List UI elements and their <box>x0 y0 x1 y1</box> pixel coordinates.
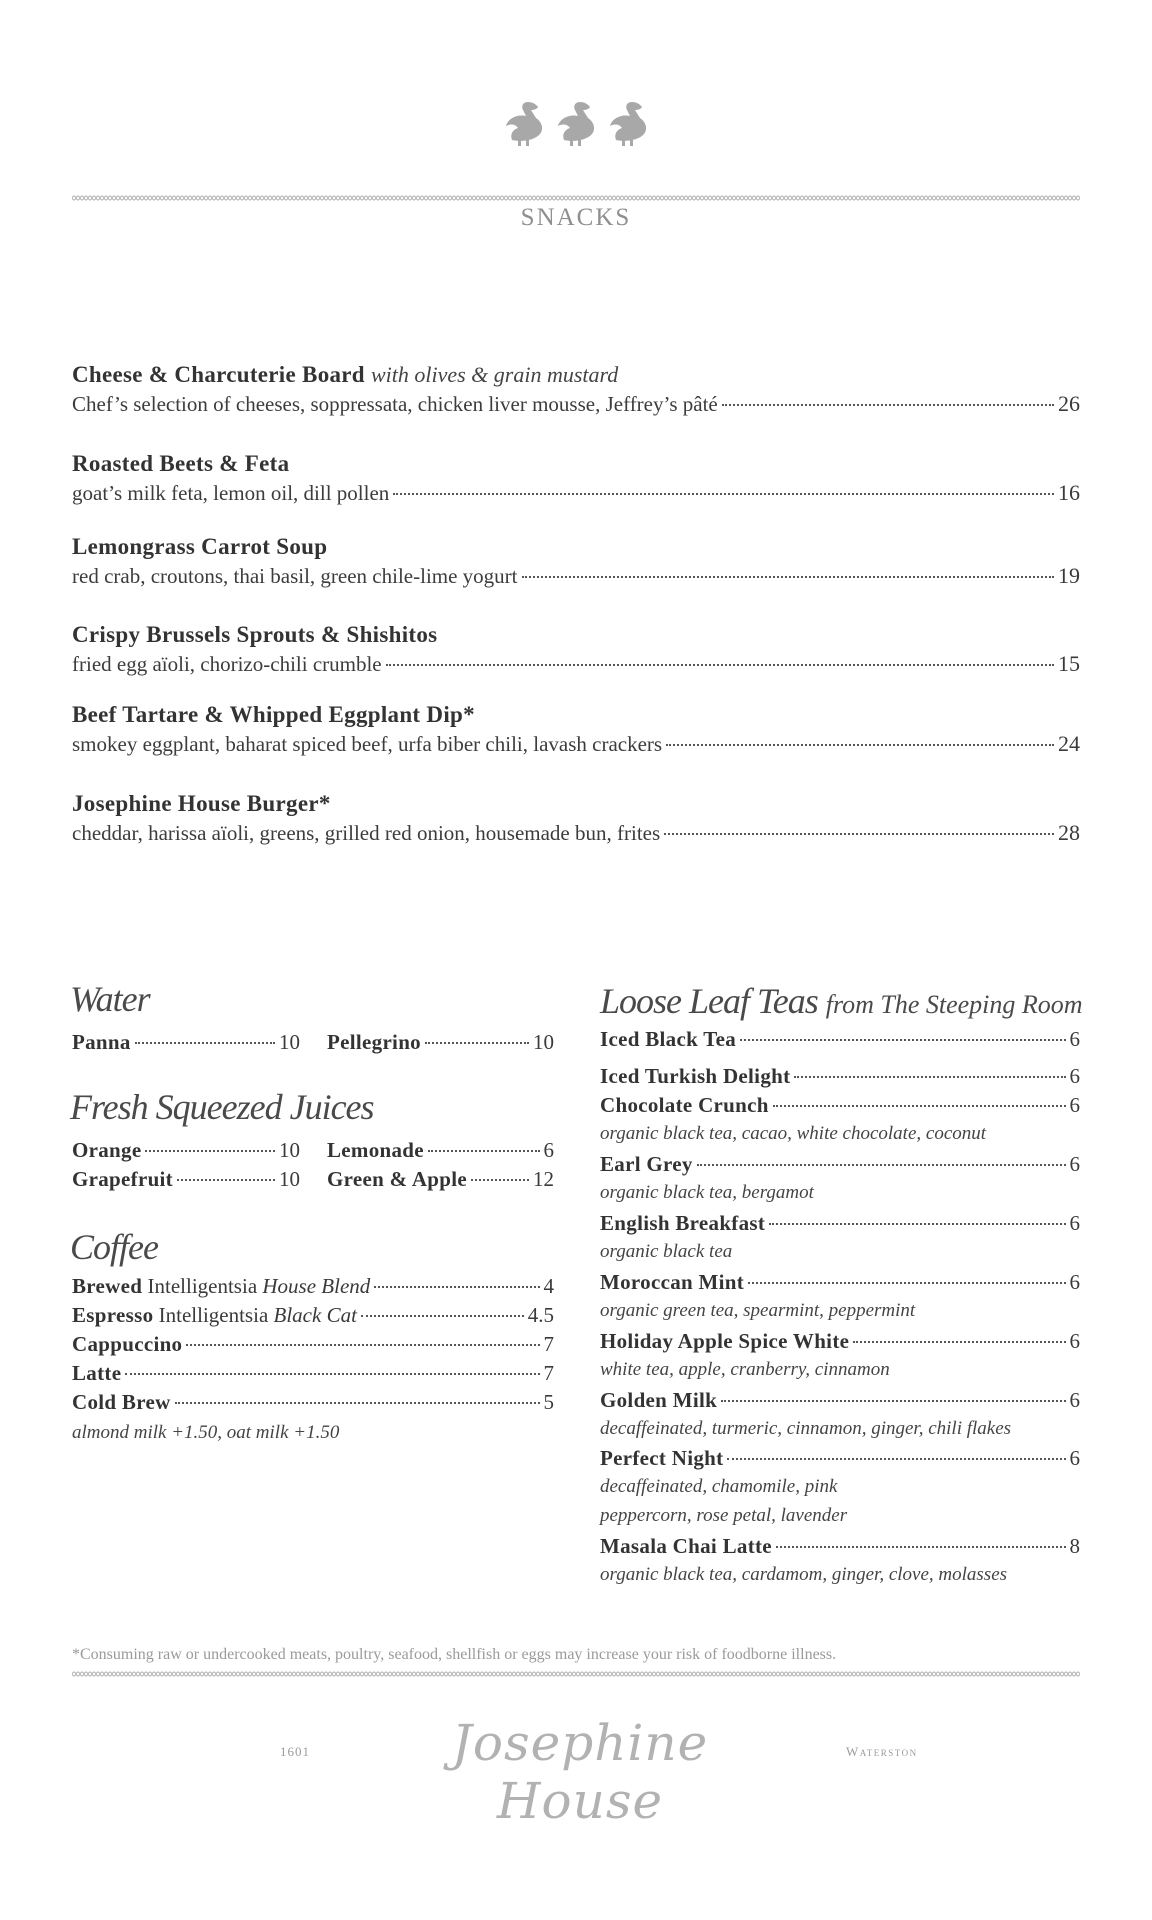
item-maker: Intelligentsia <box>158 1303 269 1327</box>
tea-note: white tea, apple, cranberry, cinnamon <box>600 1359 890 1380</box>
item-name: Pellegrino <box>327 1030 421 1054</box>
item-description: cheddar, harissa aïoli, greens, grilled red onion, housemade bun, frites <box>72 821 661 845</box>
item-description: goat’s milk feta, lemon oil, dill pollen <box>72 481 390 505</box>
item-description: red crab, croutons, thai basil, green chile-lime yogurt <box>72 564 518 588</box>
tea-item <box>600 1209 1080 1237</box>
item-price: 6 <box>1069 1152 1080 1176</box>
tea-item <box>600 1444 1080 1472</box>
tea-note: organic black tea, bergamot <box>600 1182 814 1203</box>
menu-item <box>72 449 1080 507</box>
item-price: 4.5 <box>527 1303 554 1327</box>
item-description: Chef’s selection of cheeses, soppressata, chicken liver mousse, Jeffrey’s pâté <box>72 392 718 416</box>
juices-heading: Fresh Squeezed Juices <box>70 1087 374 1127</box>
teas-title: Loose Leaf Teas <box>600 981 818 1021</box>
tea-item <box>600 1386 1080 1414</box>
item-price: 10 <box>533 1030 554 1054</box>
item-description: fried egg aïoli, chorizo-chili crumble <box>72 652 382 676</box>
drink-item <box>72 1388 554 1416</box>
item-name: Lemonade <box>327 1138 424 1162</box>
menu-item <box>72 532 1080 590</box>
item-price: 6 <box>1069 1446 1080 1470</box>
item-name: Grapefruit <box>72 1167 173 1191</box>
item-price: 28 <box>1058 820 1080 845</box>
footer-place: Waterston <box>846 1744 918 1759</box>
drink-item <box>72 1330 554 1358</box>
three-geese-icon <box>498 96 658 146</box>
tea-item <box>600 1268 1080 1296</box>
item-name: Orange <box>72 1138 142 1162</box>
item-price: 4 <box>543 1274 554 1298</box>
drink-item <box>72 1165 300 1193</box>
item-name: Perfect Night <box>600 1446 724 1470</box>
item-name: Panna <box>72 1030 131 1054</box>
menu-item <box>72 700 1080 758</box>
coffee-heading: Coffee <box>70 1227 158 1267</box>
item-name: Green & Apple <box>327 1167 468 1191</box>
drink-item <box>327 1165 554 1193</box>
item-name: Holiday Apple Spice White <box>600 1329 850 1353</box>
teas-subtitle: from The Steeping Room <box>825 990 1083 1019</box>
tea-note: organic green tea, spearmint, peppermint <box>600 1300 916 1321</box>
disclaimer: *Consuming raw or undercooked meats, poultry, seafood, shellfish or eggs may increase your risk of foodborne illness. <box>72 1646 837 1663</box>
tea-note: organic black tea, cardamom, ginger, clove, molasses <box>600 1564 1008 1585</box>
tea-item <box>600 1062 1080 1090</box>
menu-item <box>72 620 1080 678</box>
item-price: 5 <box>543 1390 554 1414</box>
item-name: Moroccan Mint <box>600 1270 745 1294</box>
item-name: English Breakfast <box>600 1211 766 1235</box>
item-price: 6 <box>1069 1064 1080 1088</box>
drink-item <box>327 1028 554 1056</box>
item-price: 6 <box>1069 1388 1080 1412</box>
item-price: 15 <box>1058 651 1080 676</box>
item-name: Beef Tartare & Whipped Eggplant Dip* <box>72 702 475 727</box>
item-name: Espresso <box>72 1303 154 1327</box>
tea-note: decaffeinated, turmeric, cinnamon, ginger, chili flakes <box>600 1418 1012 1439</box>
drink-item <box>327 1136 554 1164</box>
drink-item <box>72 1136 300 1164</box>
footer-number: 1601 <box>280 1744 310 1759</box>
water-heading: Water <box>70 979 150 1019</box>
item-price: 16 <box>1058 480 1080 505</box>
item-name: Roasted Beets & Feta <box>72 451 290 476</box>
tea-item <box>600 1091 1080 1119</box>
item-name: Iced Black Tea <box>600 1027 737 1051</box>
item-name: Golden Milk <box>600 1388 718 1412</box>
tea-item <box>600 1532 1080 1560</box>
item-name: Crispy Brussels Sprouts & Shishitos <box>72 622 438 647</box>
item-name: Masala Chai Latte <box>600 1534 772 1558</box>
item-price: 6 <box>1069 1027 1080 1051</box>
item-sub: with olives & grain mustard <box>370 362 619 387</box>
item-price: 10 <box>279 1030 300 1054</box>
drink-item <box>72 1359 554 1387</box>
item-name: Earl Grey <box>600 1152 693 1176</box>
item-price: 6 <box>1069 1093 1080 1117</box>
item-name: Cold Brew <box>72 1390 171 1414</box>
item-name: Brewed <box>72 1274 143 1298</box>
tea-item <box>600 1327 1080 1355</box>
josephine-house-logo: Josephine House <box>451 1714 709 1830</box>
tea-note: organic black tea, cacao, white chocolate, coconut <box>600 1123 987 1144</box>
item-price: 6 <box>543 1138 554 1162</box>
item-name: Josephine House Burger* <box>72 791 331 816</box>
item-name: Chocolate Crunch <box>600 1093 769 1117</box>
item-price: 26 <box>1058 391 1080 416</box>
drink-item <box>72 1028 300 1056</box>
item-price: 19 <box>1058 563 1080 588</box>
menu-item <box>72 360 1080 418</box>
bottom-divider <box>72 1670 1080 1678</box>
item-blend: Black Cat <box>273 1303 357 1327</box>
item-price: 24 <box>1058 731 1080 756</box>
item-price: 6 <box>1069 1270 1080 1294</box>
tea-item <box>600 1025 1080 1053</box>
item-price: 7 <box>543 1332 554 1356</box>
item-price: 7 <box>543 1361 554 1385</box>
item-price: 6 <box>1069 1329 1080 1353</box>
item-price: 10 <box>279 1167 300 1191</box>
item-price: 10 <box>279 1138 300 1162</box>
tea-note: peppercorn, rose petal, lavender <box>600 1505 848 1526</box>
tea-note: organic black tea <box>600 1241 733 1262</box>
drink-item <box>72 1272 554 1300</box>
item-name: Cheese & Charcuterie Board <box>72 362 365 387</box>
top-divider <box>72 194 1080 202</box>
item-price: 12 <box>533 1167 554 1191</box>
item-name: Lemongrass Carrot Soup <box>72 534 328 559</box>
item-description: smokey eggplant, baharat spiced beef, urfa biber chili, lavash crackers <box>72 732 663 756</box>
item-name: Cappuccino <box>72 1332 183 1356</box>
item-blend: House Blend <box>262 1274 371 1298</box>
tea-note: decaffeinated, chamomile, pink <box>600 1476 838 1497</box>
item-price: 6 <box>1069 1211 1080 1235</box>
item-name: Iced Turkish Delight <box>600 1064 791 1088</box>
menu-item <box>72 789 1080 847</box>
coffee-note: almond milk +1.50, oat milk +1.50 <box>72 1422 340 1443</box>
item-name: Latte <box>72 1361 122 1385</box>
teas-heading <box>600 980 1083 1022</box>
drink-item <box>72 1301 554 1329</box>
item-price: 8 <box>1069 1534 1080 1558</box>
tea-item <box>600 1150 1080 1178</box>
item-maker: Intelligentsia <box>147 1274 258 1298</box>
section-title: SNACKS <box>520 204 632 231</box>
